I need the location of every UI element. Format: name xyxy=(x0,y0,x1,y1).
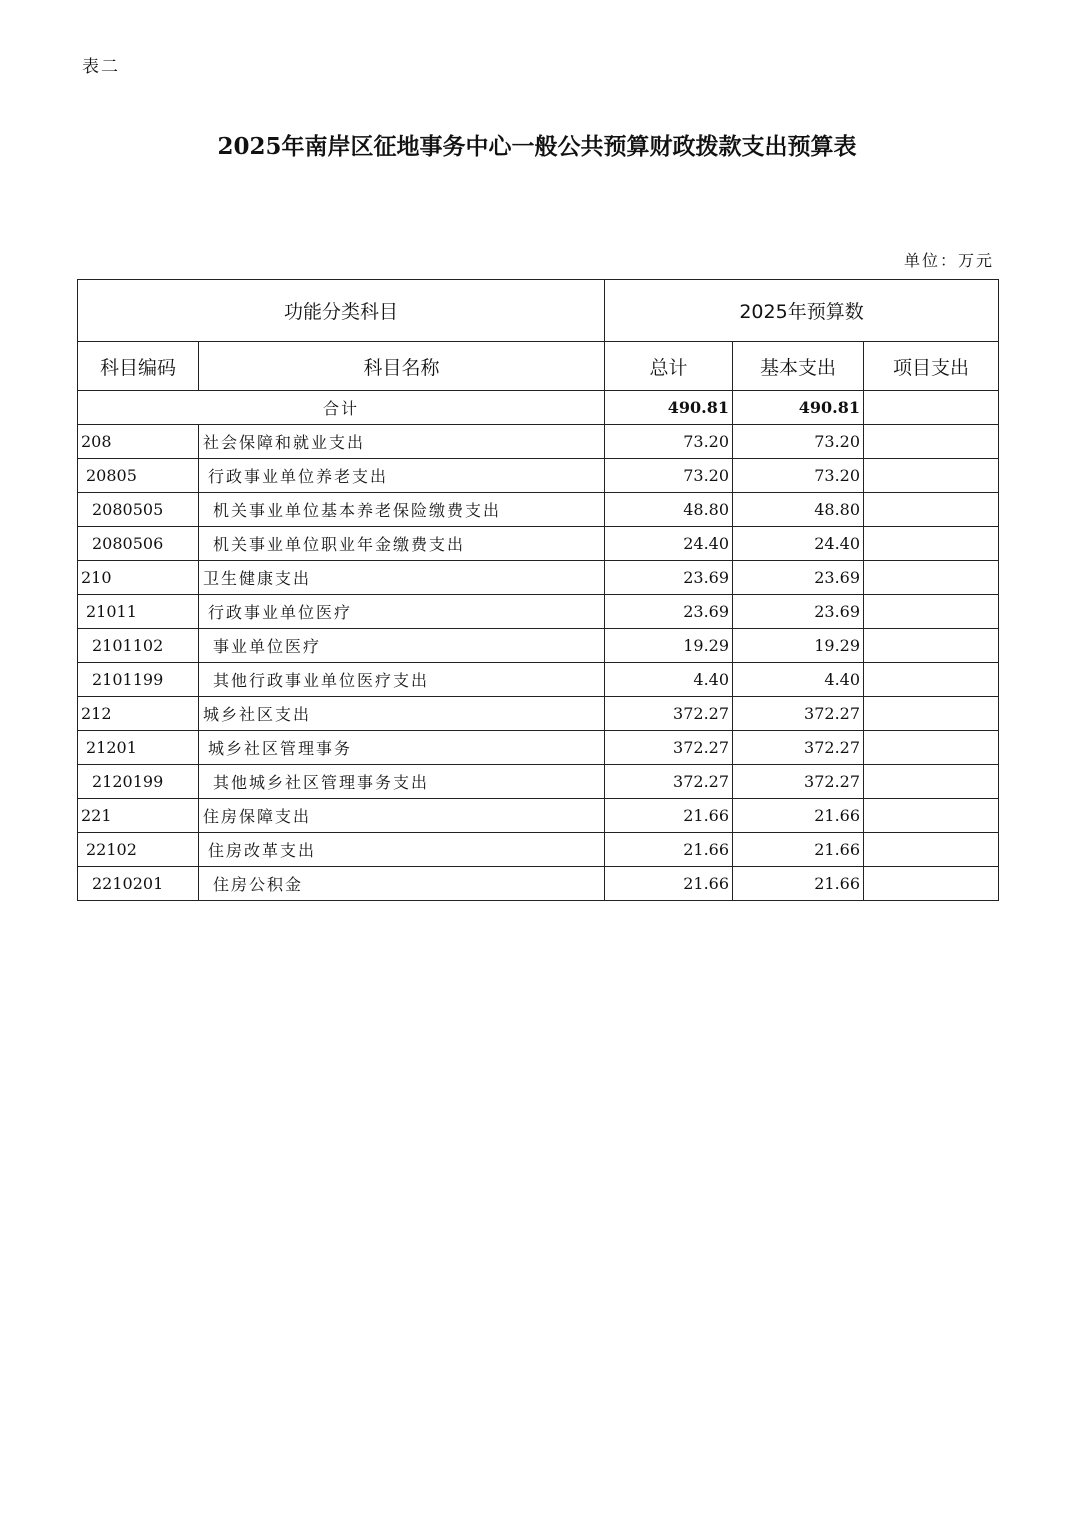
row-basic: 23.69 xyxy=(733,561,864,595)
row-basic: 4.40 xyxy=(733,663,864,697)
row-name: 机关事业单位基本养老保险缴费支出 xyxy=(199,493,605,527)
column-header-project: 项目支出 xyxy=(864,342,999,391)
row-basic: 21.66 xyxy=(733,833,864,867)
row-name: 住房改革支出 xyxy=(199,833,605,867)
table-row xyxy=(78,799,999,833)
row-basic: 73.20 xyxy=(733,459,864,493)
table-row xyxy=(78,459,999,493)
row-project xyxy=(864,731,999,765)
row-name: 其他城乡社区管理事务支出 xyxy=(199,765,605,799)
row-total: 372.27 xyxy=(605,731,733,765)
budget-year-header: 2025年预算数 xyxy=(605,280,999,342)
table-label: 表二 xyxy=(82,57,120,77)
row-project xyxy=(864,833,999,867)
row-code: 21011 xyxy=(78,595,199,629)
row-name: 城乡社区管理事务 xyxy=(199,731,605,765)
row-code: 2101102 xyxy=(78,629,199,663)
row-code: 2080505 xyxy=(78,493,199,527)
row-code: 20805 xyxy=(78,459,199,493)
row-project xyxy=(864,425,999,459)
row-name: 其他行政事业单位医疗支出 xyxy=(199,663,605,697)
row-basic: 21.66 xyxy=(733,867,864,901)
unit-label: 单位：万元 xyxy=(903,251,994,270)
row-code: 221 xyxy=(78,799,199,833)
row-total: 48.80 xyxy=(605,493,733,527)
table-row xyxy=(78,765,999,799)
row-project xyxy=(864,765,999,799)
row-name: 事业单位医疗 xyxy=(199,629,605,663)
row-total: 21.66 xyxy=(605,833,733,867)
row-project xyxy=(864,527,999,561)
column-header-name: 科目名称 xyxy=(199,342,605,391)
row-basic: 372.27 xyxy=(733,697,864,731)
row-total: 24.40 xyxy=(605,527,733,561)
row-code: 212 xyxy=(78,697,199,731)
row-basic: 372.27 xyxy=(733,765,864,799)
table-row xyxy=(78,867,999,901)
row-name: 卫生健康支出 xyxy=(199,561,605,595)
row-total: 21.66 xyxy=(605,867,733,901)
table-row xyxy=(78,595,999,629)
row-total: 21.66 xyxy=(605,799,733,833)
table-row xyxy=(78,629,999,663)
total-row-total: 490.81 xyxy=(605,391,733,425)
row-total: 4.40 xyxy=(605,663,733,697)
group-header-row xyxy=(78,280,999,342)
table-row xyxy=(78,663,999,697)
functional-classification-header: 功能分类科目 xyxy=(78,280,605,342)
row-code: 21201 xyxy=(78,731,199,765)
row-basic: 19.29 xyxy=(733,629,864,663)
row-name: 行政事业单位养老支出 xyxy=(199,459,605,493)
row-code: 22102 xyxy=(78,833,199,867)
column-header-total: 总计 xyxy=(605,342,733,391)
row-project xyxy=(864,595,999,629)
row-project xyxy=(864,799,999,833)
table-row xyxy=(78,561,999,595)
column-header-basic: 基本支出 xyxy=(733,342,864,391)
table-row xyxy=(78,493,999,527)
row-name: 城乡社区支出 xyxy=(199,697,605,731)
row-basic: 24.40 xyxy=(733,527,864,561)
row-project xyxy=(864,663,999,697)
row-project xyxy=(864,867,999,901)
total-row-project xyxy=(864,391,999,425)
row-name: 行政事业单位医疗 xyxy=(199,595,605,629)
row-basic: 73.20 xyxy=(733,425,864,459)
row-project xyxy=(864,561,999,595)
row-name: 住房公积金 xyxy=(199,867,605,901)
row-basic: 48.80 xyxy=(733,493,864,527)
total-row-label: 合计 xyxy=(78,391,605,425)
row-project xyxy=(864,493,999,527)
row-total: 73.20 xyxy=(605,459,733,493)
table-row xyxy=(78,731,999,765)
table-body xyxy=(78,391,999,901)
row-name: 住房保障支出 xyxy=(199,799,605,833)
row-code: 2120199 xyxy=(78,765,199,799)
row-name: 社会保障和就业支出 xyxy=(199,425,605,459)
total-row xyxy=(78,391,999,425)
table-row xyxy=(78,833,999,867)
row-basic: 23.69 xyxy=(733,595,864,629)
row-project xyxy=(864,697,999,731)
row-code: 210 xyxy=(78,561,199,595)
row-total: 372.27 xyxy=(605,765,733,799)
row-basic: 21.66 xyxy=(733,799,864,833)
row-total: 19.29 xyxy=(605,629,733,663)
row-project xyxy=(864,459,999,493)
row-project xyxy=(864,629,999,663)
row-code: 208 xyxy=(78,425,199,459)
row-basic: 372.27 xyxy=(733,731,864,765)
total-row-basic: 490.81 xyxy=(733,391,864,425)
row-code: 2210201 xyxy=(78,867,199,901)
row-total: 372.27 xyxy=(605,697,733,731)
table-row xyxy=(78,697,999,731)
table-row xyxy=(78,527,999,561)
column-header-row xyxy=(78,342,999,391)
row-name: 机关事业单位职业年金缴费支出 xyxy=(199,527,605,561)
column-header-code: 科目编码 xyxy=(78,342,199,391)
row-total: 23.69 xyxy=(605,595,733,629)
page-title: 2025年南岸区征地事务中心一般公共预算财政拨款支出预算表 xyxy=(217,133,857,160)
table-row xyxy=(78,425,999,459)
row-code: 2080506 xyxy=(78,527,199,561)
budget-table xyxy=(77,279,999,901)
row-total: 73.20 xyxy=(605,425,733,459)
row-code: 2101199 xyxy=(78,663,199,697)
row-total: 23.69 xyxy=(605,561,733,595)
